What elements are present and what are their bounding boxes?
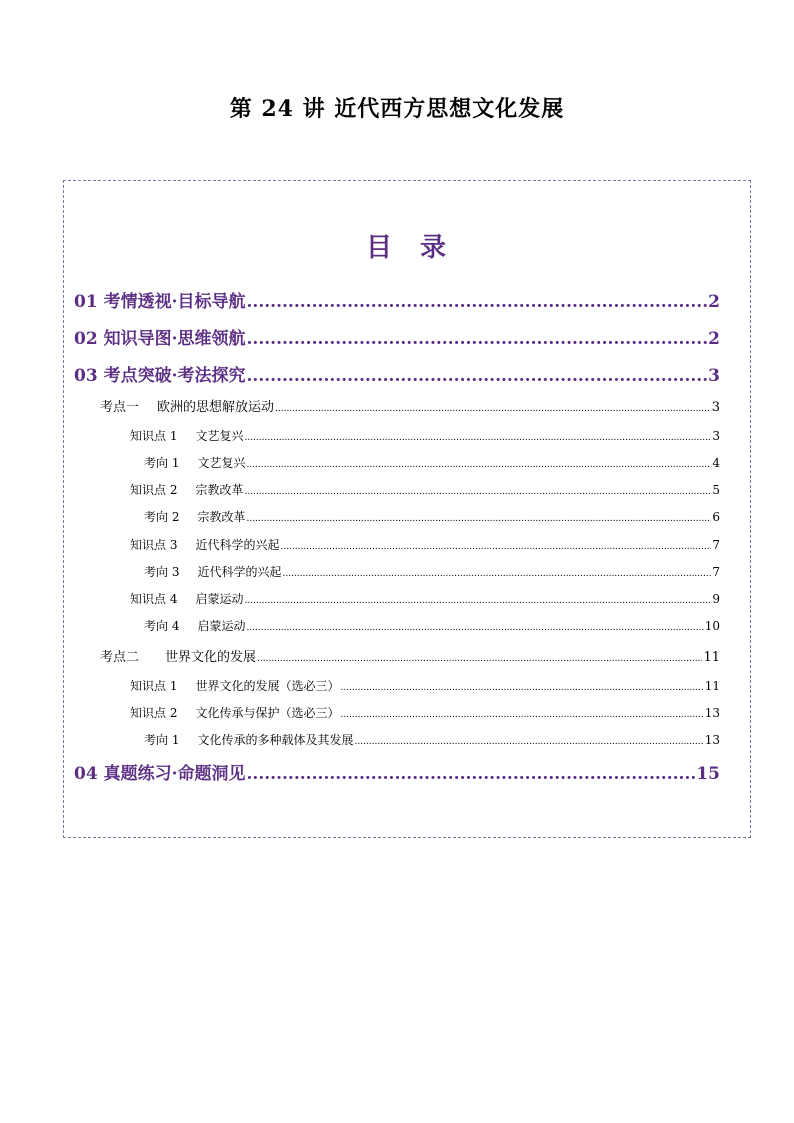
toc-leader [246,460,711,470]
toc-leader [247,366,708,386]
toc-entry-text: 启蒙运动 [195,592,244,606]
toc-entry-prefix: 知识点 1 [130,429,178,443]
toc-entry-zhishidian-2[interactable] [130,481,720,498]
table-of-contents [63,180,751,838]
toc-page-number: 9 [712,592,720,606]
toc-entry-text: 世界文化的发展（选必三） [195,679,340,693]
toc-leader [340,710,703,720]
toc-entry-prefix: 知识点 3 [130,538,178,552]
toc-page-number: 2 [708,292,720,312]
toc-entry-prefix: 知识点 1 [130,679,178,693]
toc-leader [257,654,702,664]
toc-entry-prefix: 考点一 [100,400,140,415]
toc-heading-right: 录 [420,233,449,263]
toc-leader [247,292,708,312]
toc-entry-prefix: 考向 3 [144,565,180,579]
toc-leader [354,737,703,747]
toc-page-number: 13 [704,733,720,747]
toc-leader [282,569,711,579]
toc-entry-text: 宗教改革 [195,483,244,497]
toc-leader [244,433,711,443]
toc-leader [244,596,711,606]
toc-entry-text: 近代科学的兴起 [195,538,280,552]
toc-entry-text: 宗教改革 [197,510,246,524]
toc-entry-text: 文化传承与保护（选必三） [195,706,340,720]
toc-entry-text: 欧洲的思想解放运动 [157,400,275,415]
toc-entry-kaodian-2[interactable] [100,646,720,665]
toc-entry-text: 文化传承的多种载体及其发展 [197,733,354,747]
page-title: 第 24 讲 近代西方思想文化发展 [229,96,565,122]
toc-page-number: 3 [712,429,720,443]
toc-page-number: 7 [712,565,720,579]
toc-entry-text: 文艺复兴 [195,429,244,443]
toc-entry-prefix: 考向 1 [144,733,180,747]
toc-entry-zhishidian-3[interactable] [130,536,720,553]
toc-entry-prefix: 考向 1 [144,456,180,470]
toc-page-number: 7 [712,538,720,552]
toc-entry-text: 近代科学的兴起 [197,565,282,579]
toc-page-number: 6 [712,510,720,524]
toc-page-number: 3 [708,366,720,386]
toc-heading [64,227,750,264]
toc-leader [244,487,711,497]
toc-heading-left: 目 [365,233,394,263]
toc-leader [246,623,703,633]
toc-entry-prefix: 知识点 4 [130,592,178,606]
toc-entry-kaoxiang-1[interactable] [144,454,720,471]
toc-entry-prefix: 考向 2 [144,510,180,524]
toc-entry-text: 文艺复兴 [197,456,246,470]
toc-entry-prefix: 知识点 2 [130,706,178,720]
toc-page-number: 3 [711,400,720,415]
toc-page-number: 11 [703,650,720,665]
toc-entry-label: 03 考点突破·考法探究 [74,366,246,386]
toc-leader [275,404,711,414]
toc-entry-kaoxiang-4[interactable] [144,617,720,634]
toc-leader [280,542,711,552]
toc-entry-text: 世界文化的发展 [165,650,257,665]
toc-page-number: 2 [708,329,720,349]
toc-page-number: 10 [704,619,720,633]
toc-entry-section-01[interactable] [74,287,720,312]
toc-entry-prefix: 考向 4 [144,619,180,633]
toc-leader [247,764,696,784]
toc-entry-kaodian-1[interactable] [100,396,720,415]
toc-page-number: 15 [696,764,720,784]
toc-entry-prefix: 知识点 2 [130,483,178,497]
toc-entry-prefix: 考点二 [100,650,140,665]
toc-page-number: 11 [704,679,720,693]
toc-entry-kaoxiang-3[interactable] [144,563,720,580]
toc-page-number: 5 [712,483,720,497]
toc-entry-section-04[interactable] [74,759,720,784]
toc-entry-section-03[interactable] [74,361,720,386]
toc-entry-zhishidian-5[interactable] [130,677,720,694]
toc-entry-section-02[interactable] [74,324,720,349]
toc-leader [247,329,708,349]
toc-leader [340,683,703,693]
toc-entry-label: 01 考情透视·目标导航 [74,292,246,312]
toc-entry-kaoxiang-2[interactable] [144,508,720,525]
toc-entry-text: 启蒙运动 [197,619,246,633]
toc-entry-label: 02 知识导图·思维领航 [74,329,246,349]
toc-entry-kaoxiang-5[interactable] [144,731,720,748]
toc-entry-zhishidian-1[interactable] [130,427,720,444]
toc-entry-zhishidian-6[interactable] [130,704,720,721]
toc-entry-zhishidian-4[interactable] [130,590,720,607]
toc-entry-label: 04 真题练习·命题洞见 [74,764,246,784]
toc-leader [246,514,711,524]
toc-page-number: 4 [712,456,720,470]
toc-page-number: 13 [704,706,720,720]
